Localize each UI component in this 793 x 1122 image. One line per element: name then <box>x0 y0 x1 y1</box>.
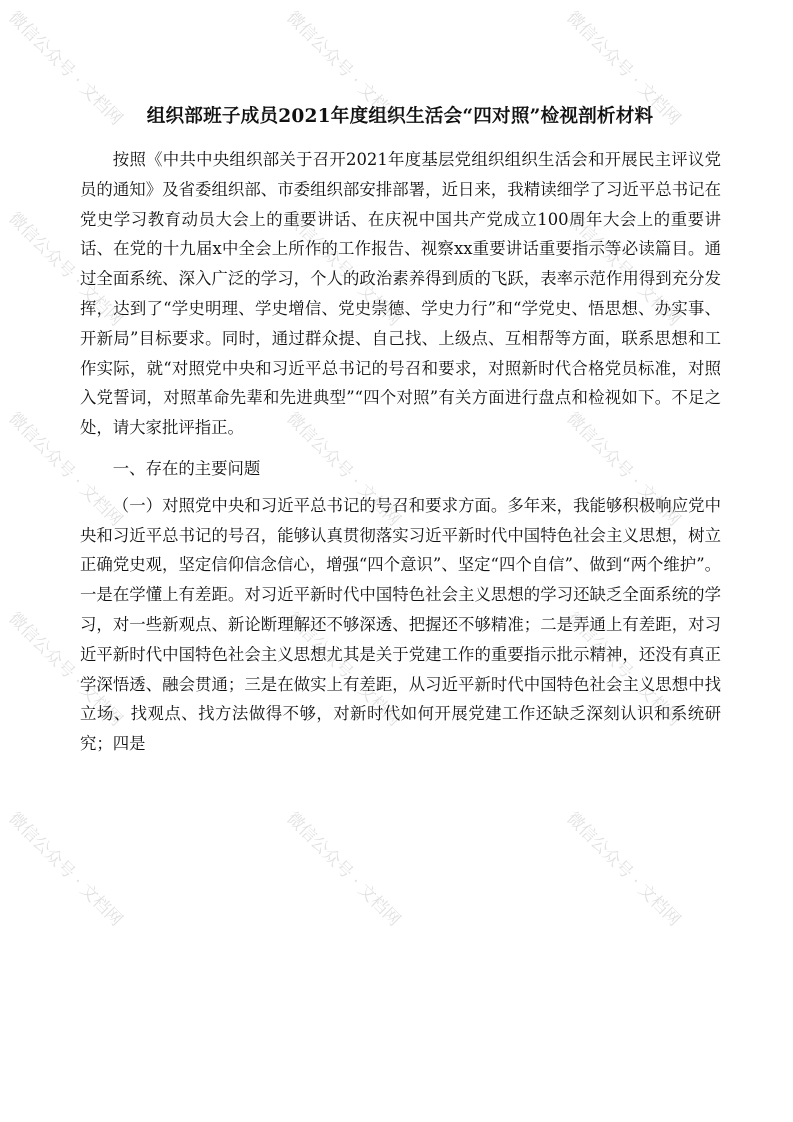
intro-paragraph: 按照《中共中央组织部关于召开2021年度基层党组织组织生活会和开展民主评议党员的通知》及省委组织部、市委组织部安排部署，近日来，我精读细学了习近平总书记在党史学习教育动员大会上的重要讲话、在庆祝中国共产党成立100周年大会上的重要讲话、在党的十九届x中全会上所作的工作报告、视察xx重要讲话重要指示等必读篇目。通过全面系统、深入广泛的学习，个人的政治素养得到质的飞跃，表率示范作用得到充分发挥，达到了“学史明理、学史增信、党史崇德、学史力行”和“学党史、悟思想、办实事、开新局”目标要求。同时，通过群众提、自己找、上级点、互相帮等方面，联系思想和工作实际，就“对照党中央和习近平总书记的号召和要求，对照新时代合格党员标准，对照入党誓词，对照革命先辈和先进典型”“四个对照”有关方面进行盘点和检视如下。不足之处，请大家批评指正。 <box>80 150 721 438</box>
watermark-text: 微信公众号 · 文档网 <box>282 7 405 130</box>
watermark-text: 微信公众号 · 文档网 <box>4 7 127 130</box>
section-paragraph: （一）对照党中央和习近平总书记的号召和要求方面。多年来，我能够积极响应党中央和习近平总书记的号召，能够认真贯彻落实习近平新时代中国特色社会主义思想，树立正确党史观，坚定信仰信念信心，增强“四个意识”、坚定“四个自信”、做到“两个维护”。一是在学懂上有差距。对习近平新时代中国特色社会主义思想的学习还缺乏全面系统的学习，对一些新观点、新论断理解还不够深透、把握还不够精准；二是弄通上有差距，对习近平新时代中国特色社会主义思想尤其是关于党建工作的重要指示批示精神，还没有真正学深悟透、融会贯通；三是在做实上有差距，从习近平新时代中国特色社会主义思想中找立场、找观点、找方法做得不够，对新时代如何开展党建工作还缺乏深刻认识和系统研究；四是 <box>80 495 721 754</box>
watermark-text: 微信公众号 · 文档网 <box>562 808 685 931</box>
watermark-text: 微信公众号 · 文档网 <box>562 408 685 531</box>
watermark-text: 微信公众号 · 文档网 <box>562 608 685 731</box>
watermark-text: 微信公众号 · 文档网 <box>4 208 127 331</box>
watermark-text: 微信公众号 · 文档网 <box>562 208 685 331</box>
watermark-text: 微信公众号 · 文档网 <box>4 608 127 731</box>
watermark-text: 微信公众号 · 文档网 <box>282 208 405 331</box>
section-heading: 一、存在的主要问题 <box>112 458 261 478</box>
watermark-text: 微信公众号 · 文档网 <box>282 408 405 531</box>
watermark-text: 微信公众号 · 文档网 <box>4 408 127 531</box>
watermark-text: 微信公众号 · 文档网 <box>282 808 405 931</box>
document-body <box>80 145 721 759</box>
watermark-text: 微信公众号 · 文档网 <box>562 7 685 130</box>
watermark-text: 微信公众号 · 文档网 <box>4 808 127 931</box>
watermark-text: 微信公众号 · 文档网 <box>282 608 405 731</box>
document-title: 组织部班子成员2021年度组织生活会“四对照”检视剖析材料 <box>146 106 654 127</box>
